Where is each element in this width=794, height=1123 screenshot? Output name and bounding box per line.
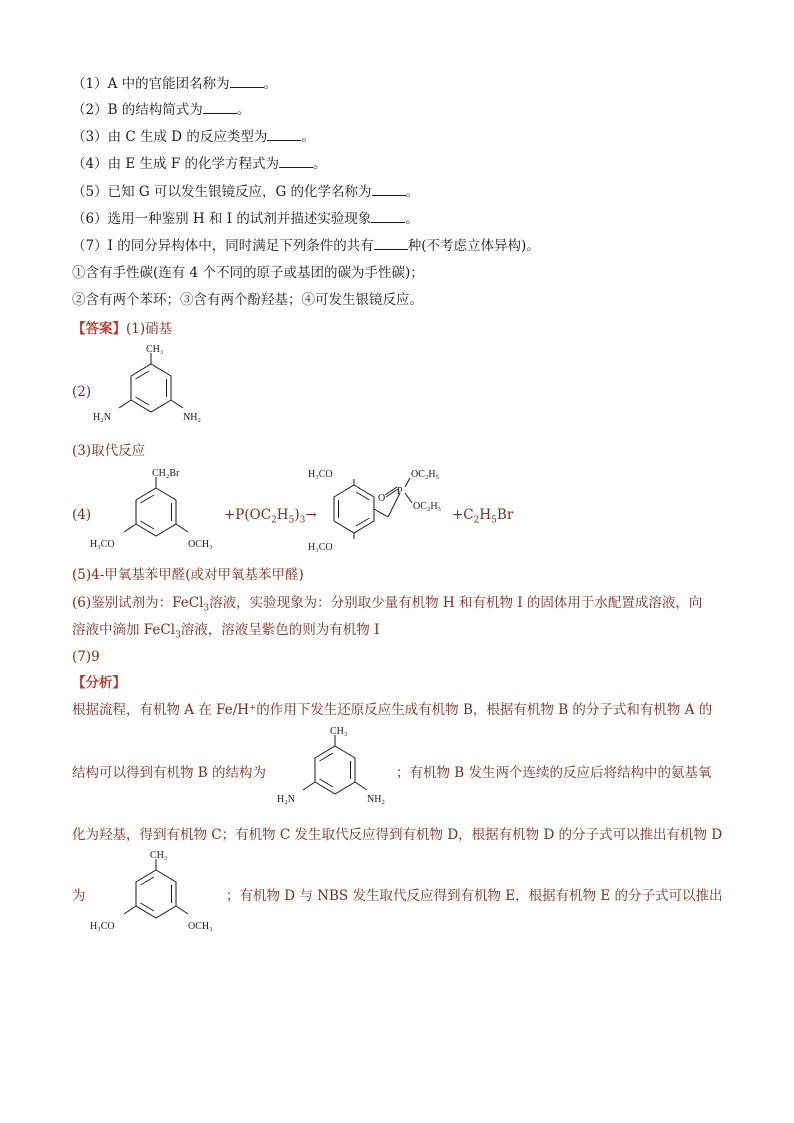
molecule-f-structure: [306, 463, 456, 561]
analysis-paragraph-4a: 为: [72, 888, 86, 904]
svg-text:H₃CO: H₃CO: [90, 921, 115, 932]
analysis-molecule-b: [270, 726, 410, 818]
reaction-arrow: →: [305, 507, 317, 523]
answer-blank: [374, 237, 408, 250]
analysis-paragraph-4b: ；有机物 D 与 NBS 发生取代反应得到有机物 E，根据有机物 E 的分子式可以推出: [226, 888, 723, 904]
svg-text:OCH₃: OCH₃: [188, 539, 213, 550]
molecule-b-structure: [86, 344, 226, 436]
svg-text:H₂N: H₂N: [93, 412, 111, 423]
answer-blank: [279, 155, 313, 168]
analysis-paragraph-3: 化为羟基，得到有机物 C；有机物 C 发生取代反应得到有机物 D，根据有机物 D 的分子式可以推出有机物 D: [72, 827, 723, 843]
answer-blank: [203, 101, 237, 114]
question-7: （7）I 的同分异构体中，同时满足下列条件的共有 种(不考虑立体异构)。: [72, 238, 540, 254]
reagent-phosphite: $+P(OC_2H_5)_3\to$: [224, 507, 317, 526]
svg-text:H₃CO: H₃CO: [308, 469, 333, 480]
svg-text:H₃CO: H₃CO: [308, 542, 333, 553]
answer-6-line-1: (6)鉴别试剂为：FeCl$_3$溶液，实验现象为：分别取少量有机物 H 和有机物 I 的固体用于水配置成溶液，向: [72, 595, 703, 614]
answer-blank: [230, 75, 264, 88]
svg-text:H₃CO: H₃CO: [90, 539, 115, 550]
svg-text:NH₂: NH₂: [183, 412, 201, 423]
svg-text:CH₃: CH₃: [146, 344, 164, 355]
svg-text:CH₃: CH₃: [330, 726, 348, 737]
answer-6-line-2: 溶液中滴加 FeCl$_3$溶液，溶液呈紫色的则为有机物 I: [72, 622, 380, 641]
answer-blank: [372, 183, 406, 196]
answer-label: 【答案】: [72, 321, 126, 337]
question-5: （5）已知 G 可以发生银镜反应，G 的化学名称为 。: [72, 184, 420, 200]
analysis-paragraph-2a: 结构可以得到有机物 B 的结构为: [72, 765, 267, 781]
answer-1: 【答案】(1)硝基: [72, 321, 173, 337]
condition-1: ①含有手性碳(连有 4 个不同的原子或基团的碳为手性碳)；: [72, 265, 424, 281]
molecule-e-structure: [86, 466, 236, 561]
byproduct-ethyl-bromide: $+C_2H_5Br$: [452, 507, 514, 526]
analysis-paragraph-2b: ；有机物 B 发生两个连续的反应后将结构中的氨基氧: [396, 765, 712, 781]
answer-2-label: (2): [72, 384, 92, 400]
answer-7: (7)9: [72, 649, 100, 665]
svg-text:OC₂H₅: OC₂H₅: [411, 469, 440, 480]
svg-text:P: P: [397, 486, 403, 497]
question-6: （6）选用一种鉴别 H 和 I 的试剂并描述实验现象 。: [72, 211, 419, 227]
answer-blank: [267, 128, 301, 141]
svg-text:CH₂Br: CH₂Br: [152, 468, 180, 479]
question-3: （3）由 C 生成 D 的反应类型为 。: [72, 129, 315, 145]
answer-4-label: (4): [72, 507, 92, 523]
svg-text:CH₃: CH₃: [150, 850, 168, 861]
svg-text:NH₂: NH₂: [367, 794, 385, 805]
answer-3: (3)取代反应: [72, 443, 146, 459]
analysis-paragraph-1: 根据流程，有机物 A 在 Fe/H⁺的作用下发生还原反应生成有机物 B，根据有机物 B 的分子式和有机物 A 的: [72, 702, 713, 718]
condition-2: ②含有两个苯环；③含有两个酚羟基；④可发生银镜反应。: [72, 292, 423, 308]
answer-5: (5)4-甲氧基苯甲醛(或对甲氧基苯甲醛): [72, 567, 304, 583]
svg-text:OC₂H₅: OC₂H₅: [413, 501, 442, 512]
question-2: （2）B 的结构简式为 。: [72, 102, 251, 118]
question-4: （4）由 E 生成 F 的化学方程式为 。: [72, 156, 327, 172]
analysis-label: 【分析】: [72, 675, 126, 691]
analysis-molecule-d: [86, 848, 236, 943]
question-1: （1）A 中的官能团名称为 。: [72, 76, 278, 92]
answer-blank: [371, 210, 405, 223]
svg-text:H₂N: H₂N: [277, 794, 295, 805]
svg-text:OCH₃: OCH₃: [188, 921, 213, 932]
svg-text:O: O: [378, 493, 386, 504]
